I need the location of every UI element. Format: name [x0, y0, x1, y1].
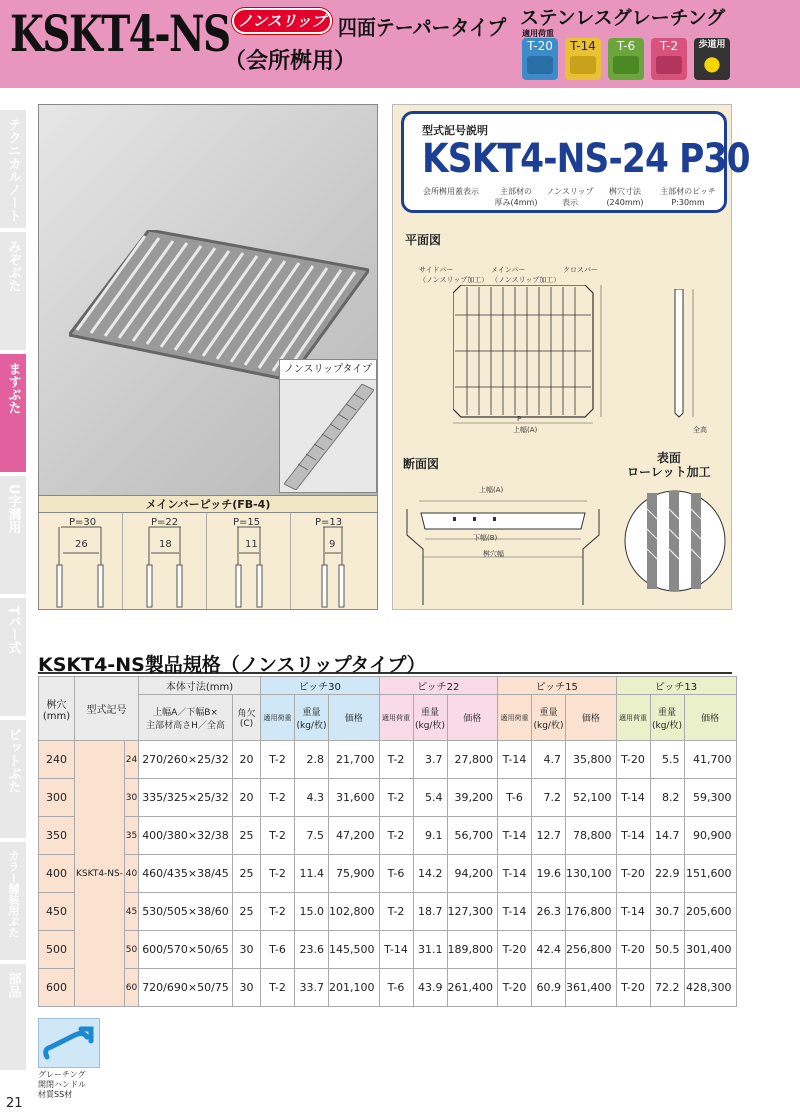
- sidebar-tab-catch-basin-cover[interactable]: ますぶた: [0, 354, 26, 472]
- price-cell: 205,600: [684, 893, 736, 931]
- nonslip-detail-inset: [279, 359, 377, 493]
- type-code-note: 桝穴寸法 (240mm): [606, 187, 644, 207]
- load-t14-badge: [565, 38, 601, 80]
- model-code-cell: 50: [125, 931, 139, 969]
- sidebar-tab-parts[interactable]: 部品: [0, 964, 26, 1070]
- dims-cell: 720/690×50/75: [139, 969, 233, 1007]
- car-icon: [656, 56, 682, 74]
- pitch-section-title: メインバーピッチ(FB-4): [39, 495, 377, 513]
- dims-cell: 460/435×38/45: [139, 855, 233, 893]
- price-cell: 52,100: [566, 779, 617, 817]
- price-cell: 130,100: [566, 855, 617, 893]
- model-prefix-cell: KSKT4-NS-: [75, 741, 125, 1007]
- pitch-bars-graphic: [123, 513, 207, 610]
- price-cell: 47,200: [329, 817, 380, 855]
- weight-cell: 50.5: [650, 931, 684, 969]
- corner-cell: 30: [233, 969, 261, 1007]
- page-number: 21: [6, 1096, 23, 1111]
- load-cell: T-20: [616, 855, 650, 893]
- type-code-note: 主部材のピッチ P:30mm: [660, 187, 716, 207]
- load-cell: T-2: [261, 855, 295, 893]
- weight-cell: 4.7: [532, 741, 566, 779]
- weight-cell: 15.0: [295, 893, 329, 931]
- price-cell: 39,200: [447, 779, 498, 817]
- model-code-cell: 60: [125, 969, 139, 1007]
- price-cell: 127,300: [447, 893, 498, 931]
- sidebar-tab-t-bar[interactable]: Tバー式: [0, 598, 26, 716]
- col-price: 価格: [684, 695, 736, 741]
- hole-width-cell: 350: [39, 817, 75, 855]
- price-cell: 31,600: [329, 779, 380, 817]
- weight-cell: 7.5: [295, 817, 329, 855]
- model-code-cell: 24: [125, 741, 139, 779]
- load-t2-badge: [651, 38, 687, 80]
- load-cell: T-6: [498, 779, 532, 817]
- load-t14-label: T-14: [570, 39, 596, 53]
- table-row: [39, 741, 737, 779]
- load-cell: T-2: [261, 969, 295, 1007]
- truck-icon: [570, 56, 596, 74]
- weight-cell: 26.3: [532, 893, 566, 931]
- type-code-box: [401, 111, 750, 213]
- type-code-note: ノンスリップ 表示: [546, 187, 594, 207]
- weight-cell: 33.7: [295, 969, 329, 1007]
- sidebar-tab-pit-cover[interactable]: ピットぶた: [0, 720, 26, 838]
- corner-cell: 30: [233, 931, 261, 969]
- weight-cell: 2.8: [295, 741, 329, 779]
- sidebar-tab-gutter-cover[interactable]: みぞぶた: [0, 232, 26, 350]
- product-photo-panel: [38, 104, 378, 610]
- load-cell: T-14: [498, 741, 532, 779]
- pitch-gap: 18: [159, 539, 172, 550]
- walkway-badge: [694, 38, 730, 80]
- load-t6-badge: [608, 38, 644, 80]
- price-cell: 90,900: [684, 817, 736, 855]
- price-cell: 75,900: [329, 855, 380, 893]
- dims-cell: 600/570×50/65: [139, 931, 233, 969]
- load-cell: T-6: [379, 855, 413, 893]
- dims-cell: 270/260×25/32: [139, 741, 233, 779]
- load-cell: T-20: [498, 969, 532, 1007]
- walkway-label: 歩道用: [698, 40, 726, 50]
- price-cell: 201,100: [329, 969, 380, 1007]
- hole-width-cell: 240: [39, 741, 75, 779]
- price-cell: 35,800: [566, 741, 617, 779]
- pitch-value: P=22: [151, 517, 179, 528]
- load-t6-label: T-6: [616, 39, 636, 53]
- load-t20-label: T-20: [527, 39, 553, 53]
- weight-cell: 30.7: [650, 893, 684, 931]
- nonslip-detail-label: ノンスリップタイプ: [280, 360, 376, 380]
- col-load: 適用荷重: [379, 695, 413, 741]
- col-pitch22: ピッチ22: [379, 677, 498, 695]
- type-code-panel: [392, 104, 750, 610]
- load-cell: T-20: [498, 931, 532, 969]
- col-corner: 角欠 (C): [233, 695, 261, 741]
- table-row: [39, 893, 737, 931]
- pitch-diagram-item: [123, 513, 207, 610]
- plan-top-width-label: 上幅(A): [513, 426, 538, 434]
- grating-illustration: [69, 230, 369, 380]
- weight-cell: 23.6: [295, 931, 329, 969]
- section-view-drawing: [403, 495, 603, 605]
- page-header: [0, 0, 800, 88]
- nonslip-bar-illustration: [284, 384, 374, 490]
- col-load: 適用荷重: [498, 695, 532, 741]
- plan-pitch-label: P: [517, 415, 522, 423]
- weight-cell: 5.5: [650, 741, 684, 779]
- weight-cell: 8.2: [650, 779, 684, 817]
- side-view-drawing: [669, 289, 699, 419]
- price-cell: 78,800: [566, 817, 617, 855]
- col-price: 価格: [447, 695, 498, 741]
- pitch-bars-graphic: [207, 513, 291, 610]
- cross-bar-label: クロスバー: [563, 266, 598, 274]
- surface-knurl-label: 表面 ローレット加工: [627, 451, 711, 479]
- pitch-value: P=13: [315, 517, 343, 528]
- price-cell: 59,300: [684, 779, 736, 817]
- weight-cell: 22.9: [650, 855, 684, 893]
- weight-cell: 60.9: [532, 969, 566, 1007]
- col-load: 適用荷重: [261, 695, 295, 741]
- weight-cell: 3.7: [413, 741, 447, 779]
- weight-cell: 14.2: [413, 855, 447, 893]
- pitch-diagram: [39, 513, 377, 610]
- price-cell: 189,800: [447, 931, 498, 969]
- pitch-gap: 11: [245, 539, 258, 550]
- col-pitch13: ピッチ13: [616, 677, 736, 695]
- price-cell: 27,800: [447, 741, 498, 779]
- weight-cell: 4.3: [295, 779, 329, 817]
- load-cell: T-2: [379, 741, 413, 779]
- corner-cell: 20: [233, 779, 261, 817]
- weight-cell: 42.4: [532, 931, 566, 969]
- spec-table: [38, 676, 737, 1007]
- col-weight: 重量 (kg/枚): [413, 695, 447, 741]
- col-weight: 重量 (kg/枚): [532, 695, 566, 741]
- col-weight: 重量 (kg/枚): [650, 695, 684, 741]
- weight-cell: 31.1: [413, 931, 447, 969]
- handle-icon: [39, 1019, 101, 1069]
- table-row: [39, 931, 737, 969]
- col-price: 価格: [329, 695, 380, 741]
- sidebar-tab-technical-note[interactable]: テクニカルノート: [0, 110, 26, 228]
- load-cell: T-2: [261, 893, 295, 931]
- corner-cell: 20: [233, 741, 261, 779]
- type-code-value: KSKT4-NS-24 P30: [422, 136, 750, 182]
- load-cell: T-2: [379, 779, 413, 817]
- col-weight: 重量 (kg/枚): [295, 695, 329, 741]
- hole-width-cell: 300: [39, 779, 75, 817]
- load-cell: T-14: [379, 931, 413, 969]
- type-code-note: 会所桝用蓋表示: [423, 187, 479, 196]
- section-view-label: 断面図: [403, 457, 440, 471]
- weight-cell: 12.7: [532, 817, 566, 855]
- load-cell: T-6: [261, 931, 295, 969]
- dims-cell: 400/380×32/38: [139, 817, 233, 855]
- hole-width-cell: 500: [39, 931, 75, 969]
- load-label: 適用荷重: [522, 29, 554, 38]
- section-bottom-width-label: 下幅(B): [473, 534, 498, 542]
- pitch-diagram-item: [39, 513, 123, 610]
- load-cell: T-20: [616, 741, 650, 779]
- weight-cell: 18.7: [413, 893, 447, 931]
- price-cell: 21,700: [329, 741, 380, 779]
- price-cell: 94,200: [447, 855, 498, 893]
- section-top-width-label: 上幅(A): [479, 486, 504, 494]
- handle-image: [38, 1018, 100, 1068]
- type-code-heading: 型式記号説明: [422, 124, 488, 137]
- hole-width-cell: 600: [39, 969, 75, 1007]
- pitch-bars-graphic: [39, 513, 123, 610]
- price-cell: 41,700: [684, 741, 736, 779]
- load-cell: T-14: [616, 817, 650, 855]
- price-cell: 102,800: [329, 893, 380, 931]
- load-t20-badge: [522, 38, 558, 80]
- load-cell: T-6: [379, 969, 413, 1007]
- price-cell: 56,700: [447, 817, 498, 855]
- dims-cell: 335/325×25/32: [139, 779, 233, 817]
- main-bar-label: メインバー （ノンスリップ加工）: [491, 266, 561, 284]
- pitch-gap: 26: [75, 539, 88, 550]
- pitch-bars-graphic: [291, 513, 375, 610]
- plan-view-drawing: [453, 285, 613, 425]
- col-model: 型式記号: [75, 677, 139, 741]
- price-cell: 176,800: [566, 893, 617, 931]
- model-code-cell: 40: [125, 855, 139, 893]
- col-hole: 桝穴 (mm): [39, 677, 75, 741]
- price-cell: 151,600: [684, 855, 736, 893]
- table-row: [39, 855, 737, 893]
- load-cell: T-14: [498, 817, 532, 855]
- hole-width-cell: 450: [39, 893, 75, 931]
- corner-cell: 25: [233, 893, 261, 931]
- product-subtitle: 四面テーパータイプ: [338, 16, 507, 40]
- model-code-cell: 30: [125, 779, 139, 817]
- weight-cell: 5.4: [413, 779, 447, 817]
- price-cell: 256,800: [566, 931, 617, 969]
- product-usage: （会所桝用）: [224, 49, 357, 74]
- price-cell: 145,500: [329, 931, 380, 969]
- price-cell: 301,400: [684, 931, 736, 969]
- price-cell: 261,400: [447, 969, 498, 1007]
- price-cell: 428,300: [684, 969, 736, 1007]
- load-cell: T-20: [616, 969, 650, 1007]
- pitch-value: P=15: [233, 517, 261, 528]
- price-cell: 361,400: [566, 969, 617, 1007]
- load-cell: T-2: [379, 817, 413, 855]
- weight-cell: 11.4: [295, 855, 329, 893]
- load-cell: T-14: [498, 855, 532, 893]
- load-cell: T-14: [616, 779, 650, 817]
- table-row: [39, 969, 737, 1007]
- handle-caption: グレーチング 開閉ハンドル 材質SS材: [38, 1070, 86, 1099]
- category-title: ステンレスグレーチング: [520, 7, 726, 29]
- pitch-gap: 9: [329, 539, 336, 550]
- product-title: KSKT4-NS: [10, 4, 230, 63]
- pitch-diagram-item: [291, 513, 375, 610]
- sidebar-tab-u-ditch[interactable]: U字溝用: [0, 476, 26, 594]
- corner-cell: 25: [233, 855, 261, 893]
- hole-width-label: 桝穴幅: [483, 550, 504, 558]
- weight-cell: 43.9: [413, 969, 447, 1007]
- nonslip-badge: ノンスリップ: [232, 8, 332, 34]
- knurl-surface-drawing: [623, 489, 727, 593]
- table-row: [39, 817, 737, 855]
- table-row: [39, 779, 737, 817]
- weight-cell: 19.6: [532, 855, 566, 893]
- side-bar-label: サイドバー （ノンスリップ加工）: [419, 266, 489, 284]
- weight-cell: 7.2: [532, 779, 566, 817]
- spec-table-title: KSKT4-NS製品規格（ノンスリップタイプ）: [38, 650, 732, 674]
- col-dims: 上幅A／下幅B× 主部材高さH／全高: [139, 695, 233, 741]
- weight-cell: 14.7: [650, 817, 684, 855]
- full-height-label: 全高: [693, 426, 707, 434]
- load-cell: T-2: [261, 741, 295, 779]
- col-price: 価格: [566, 695, 617, 741]
- plan-view-label: 平面図: [405, 233, 442, 247]
- load-cell: T-2: [379, 893, 413, 931]
- load-cell: T-20: [616, 931, 650, 969]
- load-t2-label: T-2: [659, 39, 679, 53]
- corner-cell: 25: [233, 817, 261, 855]
- load-cell: T-14: [498, 893, 532, 931]
- col-body-dims: 本体寸法(mm): [139, 677, 261, 695]
- col-pitch15: ピッチ15: [498, 677, 617, 695]
- sidebar-tab-color-paving[interactable]: カラー舗装用ぶた: [0, 842, 26, 960]
- weight-cell: 9.1: [413, 817, 447, 855]
- hole-width-cell: 400: [39, 855, 75, 893]
- pitch-diagram-item: [207, 513, 291, 610]
- weight-cell: 72.2: [650, 969, 684, 1007]
- pedestrian-icon: ●: [703, 51, 721, 75]
- type-code-note: 主部材の 厚み(4mm): [494, 187, 538, 207]
- col-pitch30: ピッチ30: [261, 677, 380, 695]
- pitch-value: P=30: [69, 517, 97, 528]
- load-cell: T-2: [261, 817, 295, 855]
- load-cell: T-2: [261, 779, 295, 817]
- load-cell: T-14: [616, 893, 650, 931]
- dims-cell: 530/505×38/60: [139, 893, 233, 931]
- model-code-cell: 35: [125, 817, 139, 855]
- truck-icon: [613, 56, 639, 74]
- truck-icon: [527, 56, 553, 74]
- col-load: 適用荷重: [616, 695, 650, 741]
- model-code-cell: 45: [125, 893, 139, 931]
